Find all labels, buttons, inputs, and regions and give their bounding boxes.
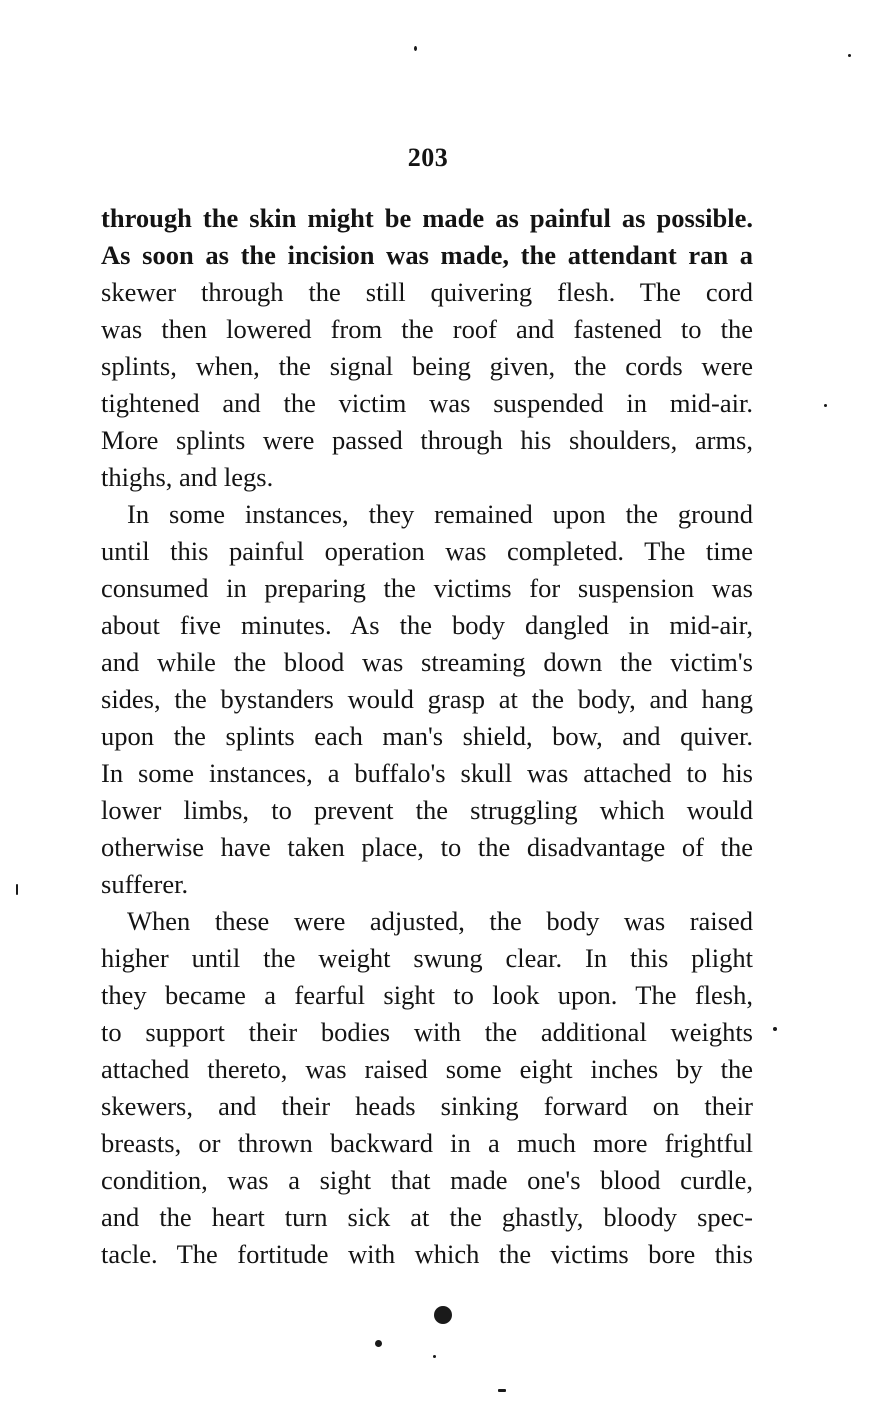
ink-speck (414, 46, 417, 51)
ink-speck (375, 1340, 382, 1347)
text-line: breasts, or thrown backward in a much more frightful (101, 1128, 753, 1158)
paragraph-1 (101, 200, 753, 496)
ink-speck (773, 1027, 777, 1031)
text-line: condition, was a sight that made one's blood curdle, (101, 1165, 753, 1195)
text-line: upon the splints each man's shield, bow, and quiver. (101, 721, 753, 751)
ink-speck (433, 1355, 436, 1358)
text-line: skewer through the still quivering flesh. The cord (101, 277, 753, 307)
text-line: In some instances, they remained upon the ground (127, 499, 753, 529)
text-line: More splints were passed through his shoulders, arms, (101, 425, 753, 455)
ink-speck (16, 884, 18, 895)
ink-blot (434, 1306, 452, 1324)
text-line: As soon as the incision was made, the attendant ran a (101, 240, 753, 270)
text-line: otherwise have taken place, to the disadvantage of the (101, 832, 753, 862)
text-line: lower limbs, to prevent the struggling which would (101, 795, 753, 825)
paragraph-2 (101, 496, 753, 903)
text-line: skewers, and their heads sinking forward on their (101, 1091, 753, 1121)
text-line: In some instances, a buffalo's skull was attached to his (101, 758, 753, 788)
text-line: and while the blood was streaming down the victim's (101, 647, 753, 677)
text-line: until this painful operation was completed. The time (101, 536, 753, 566)
text-line: about five minutes. As the body dangled in mid-air, (101, 610, 753, 640)
text-line: through the skin might be made as painful as possible. (101, 203, 753, 233)
text-line: sides, the bystanders would grasp at the body, and hang (101, 684, 753, 714)
ink-speck (498, 1389, 506, 1392)
text-line: was then lowered from the roof and fastened to the (101, 314, 753, 344)
text-line: and the heart turn sick at the ghastly, bloody spec- (101, 1202, 753, 1232)
text-line: they became a fearful sight to look upon. The flesh, (101, 980, 753, 1010)
page-number: 203 (407, 143, 449, 172)
text-line: splints, when, the signal being given, the cords were (101, 351, 753, 381)
text-line: attached thereto, was raised some eight inches by the (101, 1054, 753, 1084)
text-line: tightened and the victim was suspended in mid-air. (101, 388, 753, 418)
text-line: to support their bodies with the additional weights (101, 1017, 753, 1047)
text-line: consumed in preparing the victims for suspension was (101, 573, 753, 603)
text-line: sufferer. (101, 869, 189, 899)
text-line: tacle. The fortitude with which the victims bore this (101, 1239, 753, 1269)
body-text (101, 200, 753, 1273)
text-line: thighs, and legs. (101, 462, 274, 492)
ink-speck (848, 54, 851, 57)
ink-speck (824, 404, 827, 407)
paragraph-3 (101, 903, 753, 1273)
text-line: higher until the weight swung clear. In this plight (101, 943, 753, 973)
text-line: When these were adjusted, the body was raised (127, 906, 753, 936)
